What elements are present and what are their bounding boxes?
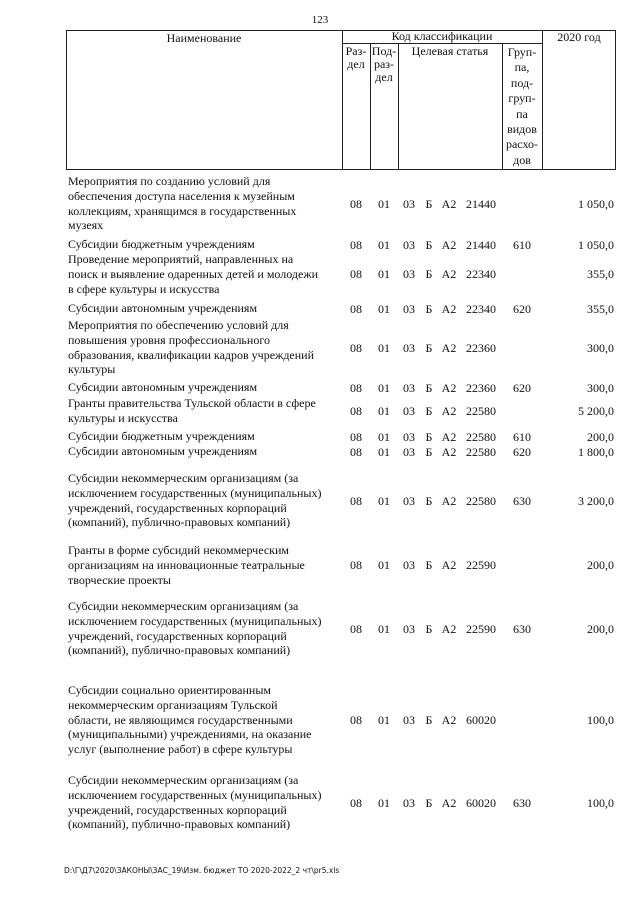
row-group: 620: [513, 381, 531, 395]
row-t3: А2: [441, 558, 457, 572]
header-expense-group: Груп- па, под- груп- па видов расхо- дов: [505, 45, 539, 167]
row-t3: А2: [441, 302, 457, 316]
row-t4: 21440: [466, 197, 496, 211]
row-t4: 22590: [466, 622, 496, 636]
row-group: 630: [513, 796, 531, 810]
row-subsection: 01: [378, 558, 390, 572]
row-subsection: 01: [378, 713, 390, 727]
row-group: 620: [513, 445, 531, 459]
row-amount: 100,0: [587, 796, 614, 810]
row-subsection: 01: [378, 494, 390, 508]
row-t3: А2: [441, 238, 457, 252]
row-t4: 60020: [466, 796, 496, 810]
row-name: Субсидии социально ориентированным некоммерческим организациям Тульской области, не являющимся государственными (муниципальными) учреждениями, на оказание услуг (выполнение работ) в сфере культуры: [68, 683, 312, 757]
row-t3: А2: [441, 494, 457, 508]
row-name: Гранты в форме субсидий некоммерческим организациям на инновационные театральные творческие проекты: [68, 543, 305, 587]
row-amount: 355,0: [587, 267, 614, 281]
row-t4: 60020: [466, 713, 496, 727]
row-section: 08: [350, 404, 362, 418]
row-subsection: 01: [378, 796, 390, 810]
row-amount: 1 800,0: [578, 445, 614, 459]
row-section: 08: [350, 341, 362, 355]
row-t4: 22340: [466, 302, 496, 316]
row-amount: 1 050,0: [578, 238, 614, 252]
header-section: Раз- дел: [345, 44, 367, 71]
row-t3: А2: [441, 622, 457, 636]
row-subsection: 01: [378, 404, 390, 418]
row-group: 610: [513, 238, 531, 252]
row-t4: 22360: [466, 341, 496, 355]
row-section: 08: [350, 558, 362, 572]
row-amount: 1 050,0: [578, 197, 614, 211]
row-subsection: 01: [378, 302, 390, 316]
row-name: Мероприятия по обеспечению условий для повышения уровня профессионального образования, квалификации кадров учреждений культуры: [68, 318, 315, 377]
row-t3: А2: [441, 713, 457, 727]
header-subsection: Под- раз- дел: [371, 44, 397, 84]
row-t1: 03: [403, 445, 415, 459]
row-name: Субсидии бюджетным учреждениям: [68, 429, 255, 443]
row-name: Субсидии автономным учреждениям: [68, 380, 258, 394]
row-section: 08: [350, 494, 362, 508]
row-t2: Б: [425, 445, 433, 459]
row-t3: А2: [441, 430, 457, 444]
row-amount: 3 200,0: [578, 494, 614, 508]
row-group: 610: [513, 430, 531, 444]
row-t2: Б: [425, 430, 433, 444]
header-code-classification: Код классификации: [391, 29, 493, 43]
row-t4: 22580: [466, 445, 496, 459]
row-t2: Б: [425, 622, 433, 636]
row-amount: 355,0: [587, 302, 614, 316]
row-group: 630: [513, 622, 531, 636]
row-t1: 03: [403, 302, 415, 316]
row-section: 08: [350, 267, 362, 281]
row-name: Субсидии некоммерческим организациям (за исключением государственных (муниципальных) учреждений, государственных корпораций (компаний), публично-правовых компаний): [68, 599, 322, 658]
row-amount: 100,0: [587, 713, 614, 727]
row-t1: 03: [403, 796, 415, 810]
row-section: 08: [350, 430, 362, 444]
row-subsection: 01: [378, 267, 390, 281]
row-subsection: 01: [378, 238, 390, 252]
row-amount: 200,0: [587, 558, 614, 572]
row-t2: Б: [425, 381, 433, 395]
row-amount: 5 200,0: [578, 404, 614, 418]
row-section: 08: [350, 238, 362, 252]
row-amount: 200,0: [587, 430, 614, 444]
row-t2: Б: [425, 796, 433, 810]
row-section: 08: [350, 302, 362, 316]
page-number: 123: [311, 14, 329, 26]
row-t2: Б: [425, 267, 433, 281]
row-t4: 22340: [466, 267, 496, 281]
row-section: 08: [350, 445, 362, 459]
row-t1: 03: [403, 622, 415, 636]
row-subsection: 01: [378, 197, 390, 211]
row-group: 620: [513, 302, 531, 316]
row-subsection: 01: [378, 341, 390, 355]
row-name: Гранты правительства Тульской области в сфере культуры и искусства: [68, 396, 316, 425]
row-name: Субсидии автономным учреждениям: [68, 301, 258, 315]
row-section: 08: [350, 381, 362, 395]
row-t2: Б: [425, 494, 433, 508]
row-t3: А2: [441, 197, 457, 211]
row-t1: 03: [403, 558, 415, 572]
row-name: Проведение мероприятий, направленных на поиск и выявление одаренных детей и молодежи в сфере культуры и искусства: [68, 252, 319, 296]
row-subsection: 01: [378, 445, 390, 459]
header-year: 2020 год: [557, 30, 601, 44]
row-subsection: 01: [378, 622, 390, 636]
row-t4: 22580: [466, 430, 496, 444]
header-target-item: Целевая статья: [411, 44, 489, 58]
row-section: 08: [350, 796, 362, 810]
row-subsection: 01: [378, 381, 390, 395]
row-t2: Б: [425, 558, 433, 572]
row-t1: 03: [403, 404, 415, 418]
row-t2: Б: [425, 713, 433, 727]
row-name: Мероприятия по созданию условий для обеспечения доступа населения к музейным коллекциям, хранящимся в государственных музеях: [68, 174, 297, 233]
row-t3: А2: [441, 381, 457, 395]
row-t3: А2: [441, 341, 457, 355]
row-name: Субсидии некоммерческим организациям (за исключением государственных (муниципальных) учреждений, государственных корпораций (компаний), публично-правовых компаний): [68, 773, 322, 832]
row-t2: Б: [425, 302, 433, 316]
row-amount: 300,0: [587, 341, 614, 355]
row-t1: 03: [403, 238, 415, 252]
row-t4: 22580: [466, 494, 496, 508]
row-t1: 03: [403, 381, 415, 395]
row-t1: 03: [403, 341, 415, 355]
row-t1: 03: [403, 197, 415, 211]
row-t1: 03: [403, 713, 415, 727]
row-group: 630: [513, 494, 531, 508]
row-t2: Б: [425, 341, 433, 355]
row-amount: 200,0: [587, 622, 614, 636]
row-t2: Б: [425, 404, 433, 418]
row-name: Субсидии некоммерческим организациям (за исключением государственных (муниципальных) учреждений, государственных корпораций (компаний), публично-правовых компаний): [68, 471, 322, 530]
row-section: 08: [350, 622, 362, 636]
row-t2: Б: [425, 238, 433, 252]
row-t4: 22360: [466, 381, 496, 395]
row-t4: 22590: [466, 558, 496, 572]
row-t4: 21440: [466, 238, 496, 252]
row-section: 08: [350, 197, 362, 211]
header-name: Наименование: [166, 31, 242, 45]
row-section: 08: [350, 713, 362, 727]
row-t1: 03: [403, 494, 415, 508]
row-t4: 22580: [466, 404, 496, 418]
row-t3: А2: [441, 267, 457, 281]
row-name: Субсидии автономным учреждениям: [68, 444, 258, 458]
row-t1: 03: [403, 430, 415, 444]
row-t3: А2: [441, 404, 457, 418]
row-t3: А2: [441, 445, 457, 459]
table-header: [66, 30, 616, 170]
row-name: Субсидии бюджетным учреждениям: [68, 237, 255, 251]
file-path-footer: D:\Г\Д7\2020\ЗАКОНЫ\ЗАС_19\Изм. бюджет ТО 2020-2022_2 чт\pr5.xls: [64, 866, 340, 875]
row-t2: Б: [425, 197, 433, 211]
row-t3: А2: [441, 796, 457, 810]
row-subsection: 01: [378, 430, 390, 444]
row-amount: 300,0: [587, 381, 614, 395]
row-t1: 03: [403, 267, 415, 281]
